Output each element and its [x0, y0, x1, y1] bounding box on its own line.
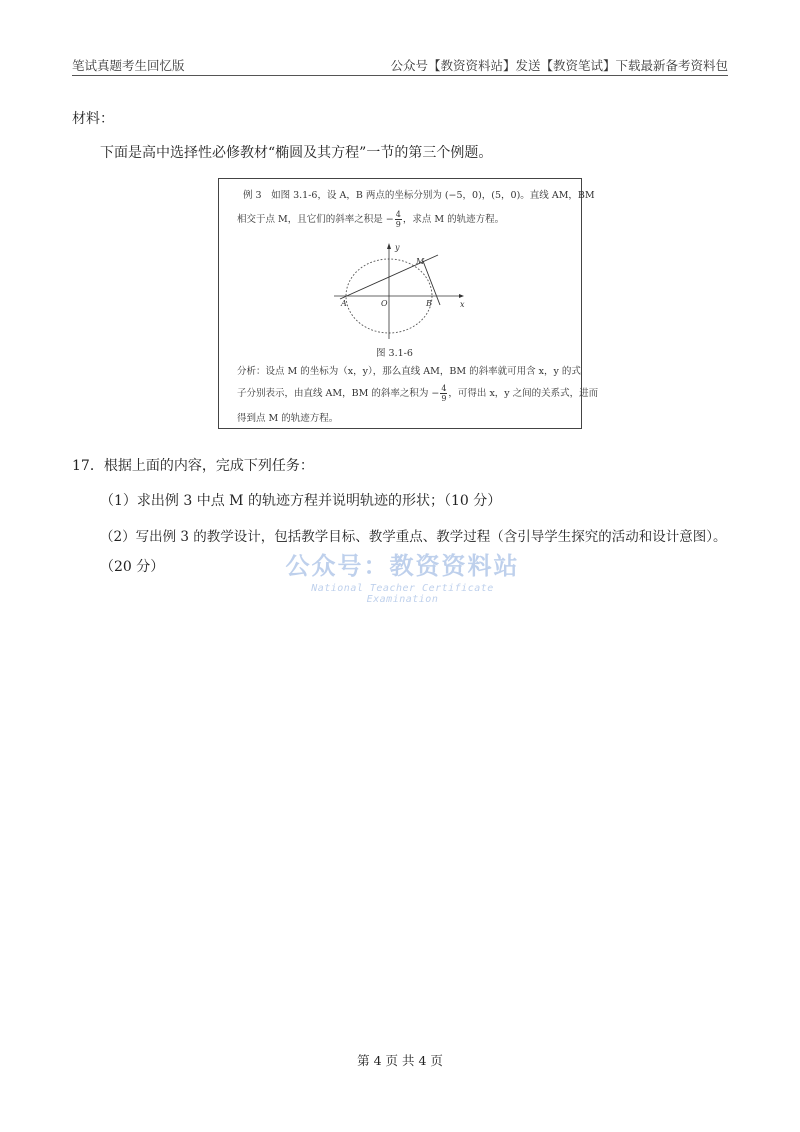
analysis-line-2	[237, 384, 598, 403]
question-task-1: （1）求出例 3 中点 M 的轨迹方程并说明轨迹的形状；（10 分）	[100, 493, 502, 509]
question-task-2: （2）写出例 3 的教学设计，包括教学目标、教学重点、教学过程（含引导学生探究的活动和设计意图）。	[100, 529, 727, 545]
point-a-label: A	[341, 299, 347, 308]
fraction-denominator: 9	[395, 220, 401, 229]
header-right-text: 公众号【教资资料站】发送【教资笔试】下载最新备考资料包	[390, 58, 728, 73]
example-line-2	[237, 210, 504, 229]
header-divider	[72, 75, 728, 76]
header-left-text: 笔试真题考生回忆版	[72, 58, 185, 73]
fraction-numerator: 4	[395, 210, 401, 219]
watermark	[285, 546, 520, 605]
y-axis-arrow	[387, 243, 391, 249]
fraction-numerator-analysis: 4	[441, 384, 447, 393]
example-box	[218, 178, 599, 429]
question-title: 17．根据上面的内容，完成下列任务：	[72, 458, 314, 474]
analysis-line-2-end: ，可得出 x，y 之间的关系式，进而	[448, 388, 599, 399]
example-line-2-end: ，求点 M 的轨迹方程。	[402, 214, 505, 225]
analysis-line-1: 分析：设点 M 的坐标为（x，y），那么直线 AM，BM 的斜率就可用含 x，y 的式	[237, 366, 581, 377]
analysis-line-3: 得到点 M 的轨迹方程。	[237, 413, 339, 424]
watermark-title: 公众号：教资资料站	[285, 552, 520, 580]
page-footer: 第 4 页 共 4 页	[357, 1053, 443, 1068]
figure-caption: 图 3.1-6	[376, 348, 413, 359]
example-line-1: 例 3 如图 3.1-6，设 A，B 两点的坐标分别为 (−5，0)，(5，0)。直线 AM，BM	[243, 190, 595, 201]
question-task-2-score: （20 分）	[100, 559, 165, 575]
x-axis-label: x	[460, 300, 465, 309]
ellipse-figure	[334, 239, 469, 339]
origin-label: O	[381, 299, 388, 308]
watermark-subtitle: National Teacher Certificate Examination	[311, 583, 494, 605]
y-axis-label: y	[395, 243, 400, 252]
analysis-line-2-start: 子分别表示，由直线 AM，BM 的斜率之积为 −	[237, 388, 440, 399]
material-intro: 下面是高中选择性必修教材“椭圆及其方程”一节的第三个例题。	[100, 145, 493, 161]
point-b-label: B	[426, 299, 432, 308]
fraction-denominator-analysis: 9	[441, 394, 447, 403]
slope-fraction	[395, 210, 402, 229]
slope-fraction-analysis	[440, 384, 447, 403]
point-m-label: M	[416, 257, 425, 266]
material-label: 材料：	[72, 111, 114, 127]
x-axis-arrow	[459, 294, 464, 298]
example-line-2-start: 相交于点 M，且它们的斜率之积是 −	[237, 214, 394, 225]
